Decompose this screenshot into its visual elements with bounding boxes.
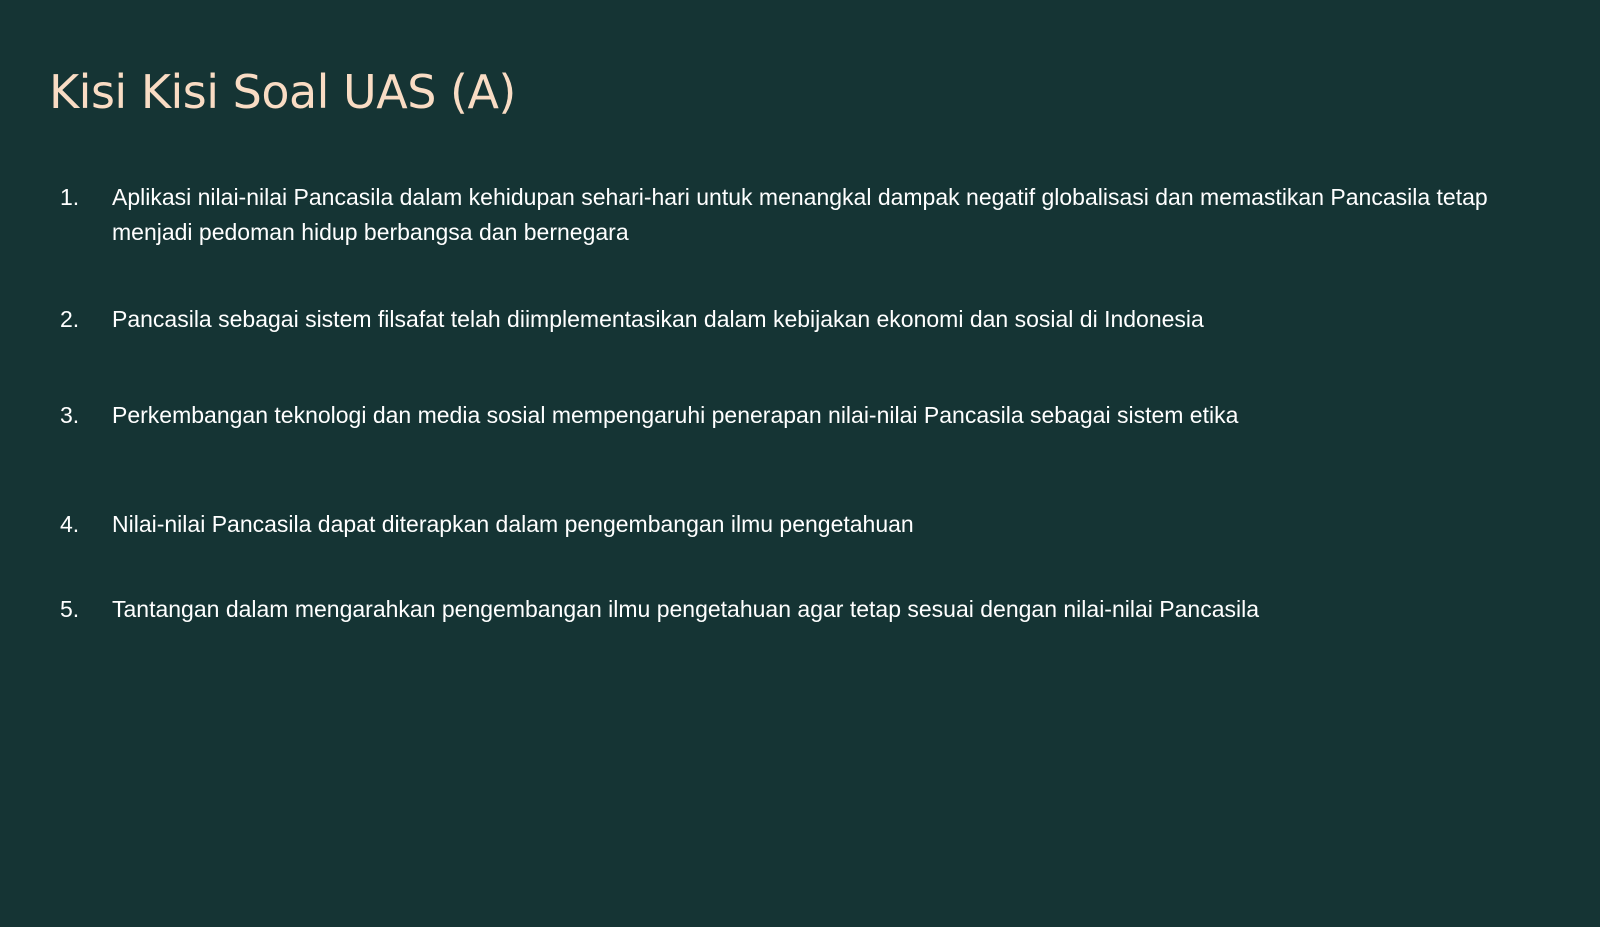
list-item-text: Nilai-nilai Pancasila dapat diterapkan dalam pengembangan ilmu pengetahuan — [112, 511, 914, 537]
list-item-number: 4. — [60, 511, 80, 537]
list-item — [60, 302, 1510, 337]
slide-title: Kisi Kisi Soal UAS (A) — [49, 65, 516, 119]
list-item-number: 5. — [60, 596, 80, 622]
list-item — [60, 507, 1510, 542]
list-item-text: Tantangan dalam mengarahkan pengembangan ilmu pengetahuan agar tetap sesuai dengan nilai-nilai Pancasila — [112, 596, 1259, 622]
list-item — [60, 180, 1510, 250]
list-item — [60, 398, 1510, 433]
list-item — [60, 592, 1510, 627]
list-item-text: Aplikasi nilai-nilai Pancasila dalam kehidupan sehari-hari untuk menangkal dampak negatif globalisasi dan memastikan Pancasila tetap menjadi pedoman hidup berbangsa dan bernegara — [112, 184, 1488, 245]
list-item-number: 2. — [60, 306, 80, 332]
list-item-text: Perkembangan teknologi dan media sosial mempengaruhi penerapan nilai-nilai Pancasila sebagai sistem etika — [112, 402, 1239, 428]
list-item-number: 3. — [60, 402, 80, 428]
list-item-number: 1. — [60, 184, 80, 210]
list-item-text: Pancasila sebagai sistem filsafat telah diimplementasikan dalam kebijakan ekonomi dan sosial di Indonesia — [112, 306, 1204, 332]
